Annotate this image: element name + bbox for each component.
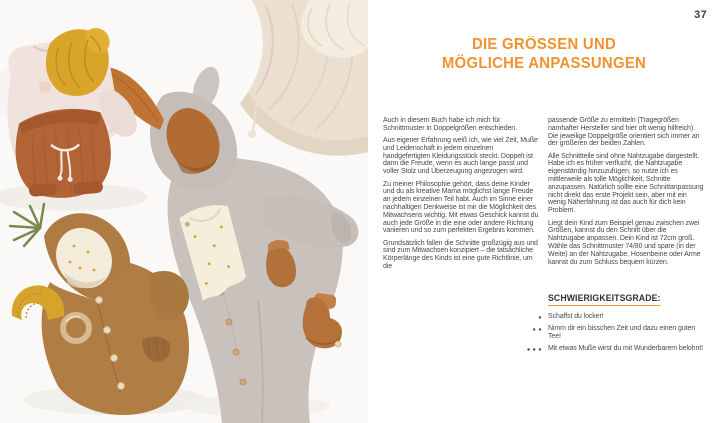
difficulty-label-1: Schaffst du locker! <box>548 313 604 321</box>
difficulty-label-2: Nimm dir ein bisschen Zeit und dazu einen guten Tee! <box>548 325 696 341</box>
body-text <box>383 117 704 357</box>
text-column-right <box>526 117 704 357</box>
difficulty-dots-1: ● <box>538 314 544 321</box>
paragraph: Alle Schnittteile sind ohne Nahtzugabe dargestellt. Habe ich es früher verflucht, die Nahtzugabe eigenständig hinzuzufügen, so nutze ich es mittlerweile als tolle Möglichkeit, Schnitte anzupassen. Natürlich sollte eine Schnittanpassung nicht direkt das erste Projekt sein, aber mit ein wenig Näherfahrung ist das auch für dich kein Problem. <box>548 152 704 215</box>
difficulty-dots-2: ●● <box>532 326 544 333</box>
paragraph: Liegt dein Kind zum Beispiel genau zwischen zwei Größen, kannst du den Schnitt über die Nahtzugabe anpassen. Dein Kind ist 72cm groß. Wähle das Schnittmuster 74/80 und spare (in der Weite) an der Nahtzugabe. Hosenbeine oder Arme kannst du zum Schluss bequem kürzen. <box>548 219 701 266</box>
difficulty-section <box>526 288 704 353</box>
paragraph: Auch in diesem Buch habe ich mich für Schnittmuster in Doppelgrößen entschieden. <box>383 117 517 132</box>
paragraph: Aus eigener Erfahrung weiß ich, wie viel Zeit, Muße und Leidenschaft in jedem einzelnen handgefertigten Kleidungsstück steckt. Doppelt ist dann die Freude, wenn es auch lange passt und voller Stolz und Überzeugung angezogen wird. <box>383 137 538 176</box>
difficulty-dots-3: ●●● <box>526 346 544 353</box>
difficulty-label-3: Mit etwas Muße wirst du mit Wunderbarem belohnt! <box>548 345 703 353</box>
paragraph: passende Größe zu ermitteln (Tragegrößen namhafter Hersteller sind hier oft wenig hilfreich). Die jeweilige Doppelgröße orientiert sich immer an der größeren der beiden Zahlen. <box>548 117 700 148</box>
bloomers <box>12 105 115 201</box>
pompom <box>39 81 51 93</box>
chapter-heading-line1: DIE GRÖSSEN UND <box>471 36 617 53</box>
chapter-heading <box>375 36 713 73</box>
right-page <box>368 0 720 423</box>
difficulty-level-3 <box>526 345 704 353</box>
difficulty-level-2 <box>532 325 704 341</box>
difficulty-level-1 <box>538 313 704 321</box>
text-column-left <box>383 117 539 357</box>
paragraph: Zu meiner Philosophie gehört, dass deine Kinder und du als kreative Mama möglichst lange Freude an jedem einzelnen Teil habt. Auch im Sinne einer nachhaltigen Denkweise ist mir die Möglichkeit des Mitwachsens wichtig. Mit etwas Geschick kannst du auch jede Größe in die eine oder andere Richtung variieren und so zum perfekten Ergebnis kommen. <box>383 180 539 235</box>
difficulty-heading: SCHWIERIGKEITSGRADE: <box>548 293 661 306</box>
chapter-heading-line2: MÖGLICHE ANPASSUNGEN <box>441 54 647 72</box>
page-number: 37 <box>694 9 707 21</box>
paragraph: Grundsätzlich fallen die Schnitte großzügig aus und sind zum Mitwachsen konzipiert – die tatsächliche Körperlänge des Kinds ist eine gute Richtlinie, um die <box>383 239 538 271</box>
